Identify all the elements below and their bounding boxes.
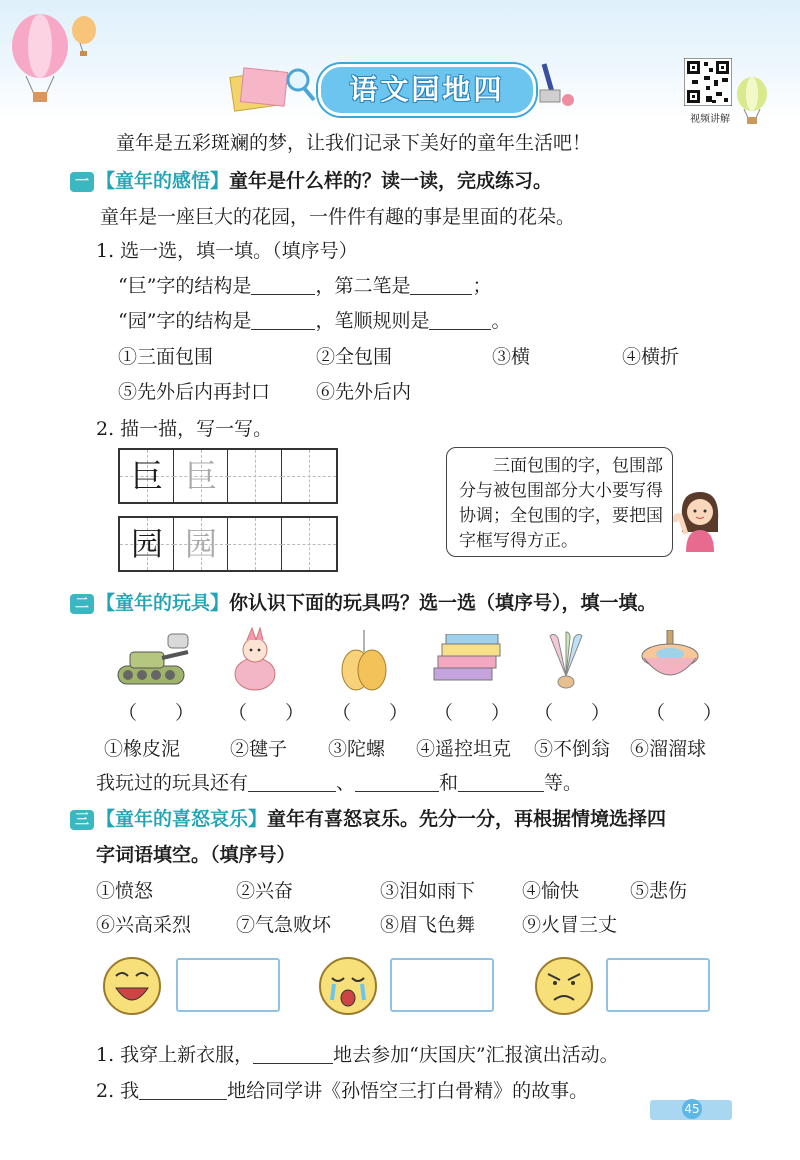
tank-icon (112, 632, 192, 692)
balloon-icon (6, 6, 96, 106)
option: ⑦气急败坏 (236, 914, 332, 936)
section-prompt: 童年有喜怒哀乐。先分一分，再根据情境选择四 (267, 808, 667, 830)
plasticine-icon (430, 634, 506, 690)
section3-heading-cont: 字词语填空。（填序号） (96, 844, 296, 866)
page-title: 语文园地四 (318, 64, 536, 116)
option: ⑥兴高采烈 (96, 914, 192, 936)
option: ①橡皮泥 (104, 738, 181, 760)
fill-text: 我玩过的玩具还有 (96, 772, 249, 794)
section2-heading (70, 588, 657, 615)
option: ⑤不倒翁 (534, 738, 611, 760)
answer-blank[interactable] (355, 773, 439, 792)
fill-text: 等。 (544, 772, 583, 794)
section3-heading (70, 804, 666, 831)
option: ④遥控坦克 (416, 738, 512, 760)
option: ④横折 (622, 346, 680, 368)
option: ④愉快 (522, 880, 580, 902)
sentence-2 (96, 1076, 588, 1103)
spinning-top-icon (640, 630, 700, 690)
writing-grid[interactable] (118, 448, 338, 504)
answer-blank[interactable] (251, 276, 315, 295)
section-number-badge: 三 (70, 810, 94, 830)
answer-paren[interactable]: （ ） (534, 702, 611, 724)
answer-box[interactable] (606, 958, 710, 1012)
angry-face-icon (534, 956, 594, 1016)
q2-title: 2. 描一描，写一写。 (96, 418, 273, 440)
answer-paren[interactable]: （ ） (434, 702, 511, 724)
answer-box[interactable] (390, 958, 494, 1012)
answer-box[interactable] (176, 958, 280, 1012)
answer-blank[interactable] (251, 311, 315, 330)
sentence-text: 地给同学讲《孙悟空三打白骨精》的故事。 (227, 1080, 589, 1102)
answer-paren[interactable]: （ ） (228, 702, 305, 724)
sentence-text: 2. 我 (96, 1080, 140, 1102)
section-prompt: 你认识下面的玩具吗？选一选（填序号），填一填。 (229, 592, 657, 614)
q1-title: 1. 选一选，填一填。（填序号） (96, 240, 358, 262)
answer-paren[interactable]: （ ） (118, 702, 195, 724)
option: ⑤先外后内再封口 (118, 381, 271, 403)
model-char: 园 (130, 525, 163, 563)
crying-face-icon (318, 956, 378, 1016)
section-prompt: 童年是什么样的？读一读，完成练习。 (229, 170, 553, 192)
q1-line2-text: 。 (491, 310, 511, 332)
option: ②毽子 (230, 738, 288, 760)
section1-heading (70, 166, 552, 193)
section-number-badge: 一 (70, 172, 94, 192)
section-number-badge: 二 (70, 594, 94, 614)
model-char: 巨 (130, 457, 163, 495)
q1-line1-text: “巨”字的结构是 (118, 275, 252, 297)
section-tag: 【童年的玩具】 (96, 592, 230, 614)
option: ⑥溜溜球 (630, 738, 707, 760)
q1-line1-text: ； (472, 275, 492, 297)
shuttlecock-icon (544, 630, 588, 692)
option: ②兴奋 (236, 880, 294, 902)
intro-text: 童年是五彩斑斓的梦，让我们记录下美好的童年生活吧！ (116, 132, 592, 154)
option: ③横 (492, 346, 531, 368)
q1-line2 (118, 306, 510, 333)
yoyo-icon (336, 630, 392, 692)
answer-blank[interactable] (139, 1081, 227, 1100)
tumbler-icon (232, 626, 278, 692)
q1-line1 (118, 271, 491, 298)
happy-face-icon (102, 956, 162, 1016)
option: ⑤悲伤 (630, 880, 688, 902)
q1-line2-text: “园”字的结构是 (118, 310, 252, 332)
trace-char[interactable]: 园 (184, 525, 217, 563)
qr-code-icon[interactable] (684, 58, 732, 106)
ink-brush-icon (534, 60, 580, 108)
option: ⑥先外后内 (316, 381, 412, 403)
q1-line1-text: ，第二笔是 (315, 275, 411, 297)
tip-bubble (446, 447, 673, 557)
option: ③陀螺 (328, 738, 386, 760)
sentence-text: 1. 我穿上新衣服， (96, 1044, 254, 1066)
section1-sentence: 童年是一座巨大的花园，一件件有趣的事是里面的花朵。 (100, 206, 576, 228)
trace-char[interactable]: 巨 (184, 457, 217, 495)
answer-blank[interactable] (458, 773, 544, 792)
qr-label: 视频讲解 (690, 114, 730, 125)
teacher-icon (668, 486, 730, 552)
q1-line2-text: ，笔顺规则是 (315, 310, 430, 332)
sentence-1 (96, 1040, 619, 1067)
sentence-text: 地去参加“庆国庆”汇报演出活动。 (333, 1044, 619, 1066)
option: ①愤怒 (96, 880, 154, 902)
section-tag: 【童年的感悟】 (96, 170, 230, 192)
answer-paren[interactable]: （ ） (332, 702, 409, 724)
option: ③泪如雨下 (380, 880, 476, 902)
option: ②全包围 (316, 346, 393, 368)
option: ⑧眉飞色舞 (380, 914, 476, 936)
tip-text: 三面包围的字，包围部分与被包围部分大小要写得协调；全包围的字，要把国字框写得方正。 (459, 456, 663, 551)
books-magnifier-icon (228, 60, 320, 116)
answer-blank[interactable] (253, 1045, 333, 1064)
page-number-badge (650, 1100, 732, 1120)
writing-grid[interactable] (118, 516, 338, 572)
page-number: 45 (682, 1099, 702, 1119)
answer-blank[interactable] (248, 773, 336, 792)
answer-blank[interactable] (429, 311, 491, 330)
toys-fill-line (96, 768, 582, 795)
fill-text: 、 (336, 772, 356, 794)
section-tag: 【童年的喜怒哀乐】 (96, 808, 268, 830)
option: ①三面包围 (118, 346, 214, 368)
answer-blank[interactable] (410, 276, 472, 295)
option: ⑨火冒三丈 (522, 914, 618, 936)
fill-text: 和 (439, 772, 459, 794)
answer-paren[interactable]: （ ） (646, 702, 723, 724)
